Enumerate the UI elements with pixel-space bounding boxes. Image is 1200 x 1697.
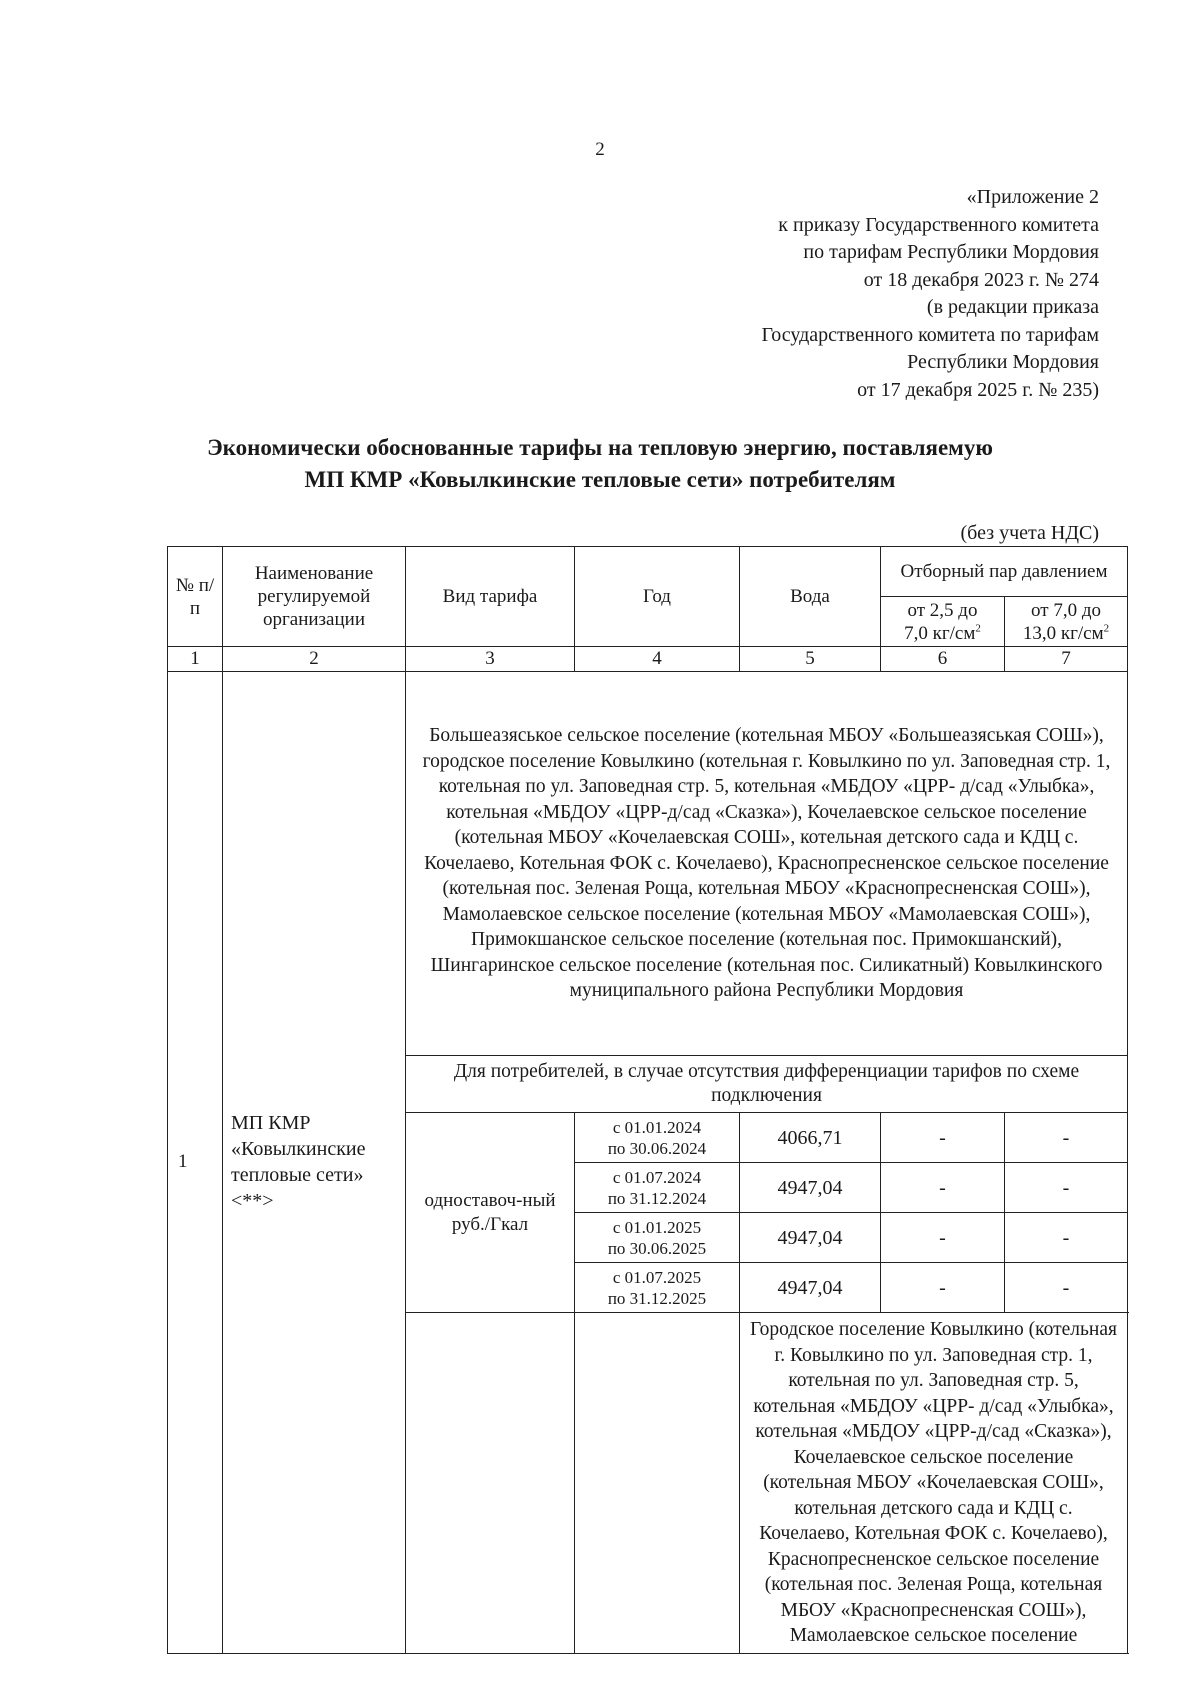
superscript: 2 [975,622,981,635]
row-number: 1 [168,672,223,1654]
header-steam-high-line1: от 7,0 до [1031,599,1101,621]
col-number: 2 [223,647,406,672]
header-steam-high-line2 [1009,622,1123,645]
col-number: 4 [575,647,740,672]
consumers-note: Для потребителей, в случае отсутствия дифференциации тарифов по схеме подключения [406,1056,1128,1113]
header-water: Вода [740,547,881,647]
water-tariff-value: 4947,04 [740,1263,881,1313]
header-tariff-type: Вид тарифа [406,547,575,647]
steam-low-value: - [881,1113,1005,1163]
header-steam-low-line1: от 2,5 до [907,599,978,621]
period-cell [575,1113,740,1163]
title-line-1: Экономически обоснованные тарифы на тепловую энергию, поставляемую [207,435,993,460]
period-to: по 30.06.2025 [607,1238,707,1258]
header-num: № п/п [168,547,223,647]
steam-high-value: - [1005,1113,1128,1163]
appendix-line: от 17 декабря 2025 г. № 235) [857,378,1099,401]
period-to: по 31.12.2024 [607,1188,707,1208]
header-steam-low-line2 [885,622,1000,645]
water-tariff-value: 4066,71 [740,1113,881,1163]
appendix-line: к приказу Государственного комитета [778,213,1099,236]
appendix-line: (в редакции приказа [926,296,1099,318]
vat-note: (без учета НДС) [960,522,1099,544]
header-steam-high-unit: 13,0 кг/см [1022,622,1104,644]
organization-name: МП КМР «Ковылкинские тепловые сети» <**> [223,672,406,1654]
section-1-description: Большеазяськое сельское поселение (котельная МБОУ «Большеазяськая СОШ»), городское поселение Ковылкино (котельная г. Ковылкино по ул. Заповедная стр. 1, котельная по ул. Заповедная стр. 5, котельная «МБДОУ «ЦРР- д/сад «Улыбка», котельная «МБДОУ «ЦРР-д/сад «Сказка»), Кочелаевское сельское поселение (котельная МБОУ «Кочелаевская СОШ», котельная детского сада и КДЦ с. Кочелаево, Котельная ФОК с. Кочелаево), Краснопресненское сельское поселение (котельная пос. Зеленая Роща, котельная МБОУ «Краснопресненская СОШ»), Мамолаевское сельское поселение (котельная МБОУ «Мамолаевская СОШ»), Примокшанское сельское поселение (котельная пос. Примокшанский), Шингаринское сельское поселение (котельная пос. Силикатный) Ковылкинского муниципального района Республики Мордовия [406,672,1128,1056]
period-to: по 30.06.2024 [607,1138,707,1158]
header-org: Наименование регулируемой организации [223,547,406,647]
period-from: с 01.01.2024 [612,1117,702,1137]
row-number-empty [406,1313,575,1654]
period-from: с 01.07.2024 [612,1167,702,1187]
steam-high-value: - [1005,1163,1128,1213]
organization-name-empty [575,1313,740,1654]
tariff-table [167,546,1128,1654]
period-from: с 01.01.2025 [612,1217,702,1237]
header-steam: Отборный пар давлением [881,547,1128,597]
period-cell [575,1263,740,1313]
steam-low-value: - [881,1163,1005,1213]
title-line-2: МП КМР «Ковылкинские тепловые сети» потребителям [304,467,896,492]
document-title [0,432,1200,496]
appendix-line: по тарифам Республики Мордовия [803,241,1099,263]
water-tariff-value: 4947,04 [740,1163,881,1213]
appendix-line: от 18 декабря 2023 г. № 274 [863,268,1099,291]
period-to: по 31.12.2025 [607,1288,707,1308]
col-number: 5 [740,647,881,672]
header-steam-high [1005,597,1128,647]
col-number: 3 [406,647,575,672]
period-from: с 01.07.2025 [612,1267,702,1287]
section-2-description: Городское поселение Ковылкино (котельная г. Ковылкино по ул. Заповедная стр. 1, котельная по ул. Заповедная стр. 5, котельная «МБДОУ «ЦРР- д/сад «Улыбка», котельная «МБДОУ «ЦРР-д/сад «Сказка»), Кочелаевское сельское поселение (котельная МБОУ «Кочелаевская СОШ», котельная детского сада и КДЦ с. Кочелаево, Котельная ФОК с. Кочелаево), Краснопресненское сельское поселение (котельная пос. Зеленая Роща, котельная МБОУ «Краснопресненская СОШ»), Мамолаевское сельское поселение [740,1313,1128,1654]
header-steam-low [881,597,1005,647]
header-steam-low-unit: 7,0 кг/см [904,622,976,644]
water-tariff-value: 4947,04 [740,1213,881,1263]
page-number: 2 [595,139,605,160]
appendix-header [761,184,1099,404]
steam-high-value: - [1005,1263,1128,1313]
appendix-line: Государственного комитета по тарифам [761,323,1099,346]
steam-high-value: - [1005,1213,1128,1263]
period-cell [575,1163,740,1213]
period-cell [575,1213,740,1263]
header-year: Год [575,547,740,647]
appendix-line: Республики Мордовия [907,351,1099,373]
superscript: 2 [1103,622,1110,635]
col-number: 1 [168,647,223,672]
col-number: 6 [881,647,1005,672]
appendix-line: «Приложение 2 [966,186,1099,208]
tariff-name: одноставоч-ный руб./Гкал [406,1113,575,1313]
steam-low-value: - [881,1263,1005,1313]
steam-low-value: - [881,1213,1005,1263]
col-number: 7 [1005,647,1128,672]
